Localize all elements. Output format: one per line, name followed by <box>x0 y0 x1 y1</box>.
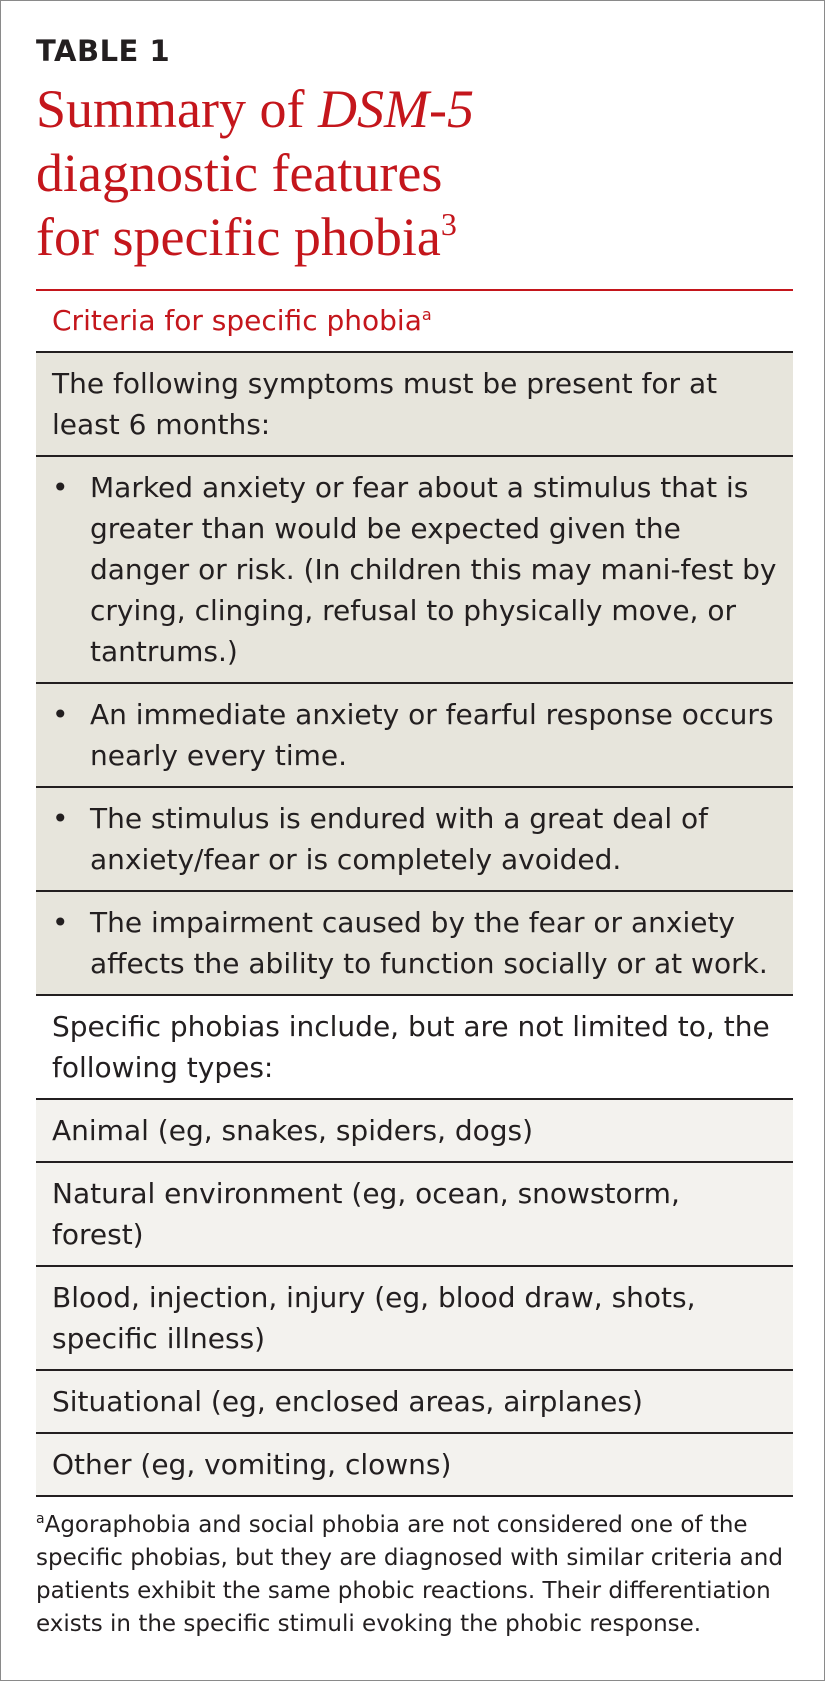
phobia-type-row: Natural environment (eg, ocean, snowstorm, forest) <box>36 1161 793 1265</box>
title-line-3: for specific phobia <box>36 207 441 267</box>
criteria-item <box>36 890 793 994</box>
bullet-icon: • <box>52 471 69 504</box>
title-prefix: Summary of <box>36 79 318 139</box>
table-title <box>36 77 793 269</box>
table-content <box>36 31 793 1641</box>
bullet-icon: • <box>52 698 69 731</box>
criteria-intro-row: The following symptoms must be present for at least 6 months: <box>36 351 793 455</box>
phobia-type-row: Situational (eg, enclosed areas, airplanes) <box>36 1369 793 1432</box>
criteria-footnote-marker: a <box>421 305 432 324</box>
title-line-2: diagnostic features <box>36 143 443 203</box>
criteria-item <box>36 786 793 890</box>
title-italic: DSM-5 <box>317 79 474 139</box>
types-heading: Specific phobias include, but are not limited to, the following types: <box>36 994 793 1098</box>
phobia-type-row: Blood, injection, injury (eg, blood draw, shots, specific illness) <box>36 1265 793 1369</box>
footnote-marker: a <box>36 1511 45 1527</box>
criteria-item-text: The stimulus is endured with a great deal of anxiety/fear or is completely avoided. <box>90 802 709 876</box>
phobia-type-row: Animal (eg, snakes, spiders, dogs) <box>36 1098 793 1161</box>
criteria-item-text: The impairment caused by the fear or anxiety affects the ability to function socially or at work. <box>90 906 768 980</box>
table-bottom-rule <box>36 1495 793 1497</box>
table-number-label: TABLE 1 <box>36 34 171 68</box>
criteria-heading-text: Criteria for specific phobia <box>52 304 422 337</box>
footnote-text: Agoraphobia and social phobia are not considered one of the specific phobias, but they are diagnosed with similar criteria and patients exhibit the same phobic reactions. Their differentiation exists in the specific stimuli evoking the phobic response. <box>36 1512 783 1637</box>
criteria-item-text: An immediate anxiety or fearful response occurs nearly every time. <box>90 698 774 772</box>
criteria-item <box>36 682 793 786</box>
criteria-item-text: Marked anxiety or fear about a stimulus that is greater than would be expected given the danger or risk. (In children this may mani-fest by crying, clinging, refusal to physically move, or tantrums.) <box>90 471 777 668</box>
bullet-icon: • <box>52 802 69 835</box>
footnote <box>36 1509 793 1641</box>
criteria-heading <box>36 291 793 351</box>
criteria-item <box>36 455 793 682</box>
bullet-icon: • <box>52 906 69 939</box>
phobia-type-row: Other (eg, vomiting, clowns) <box>36 1432 793 1495</box>
title-reference: 3 <box>440 206 457 242</box>
